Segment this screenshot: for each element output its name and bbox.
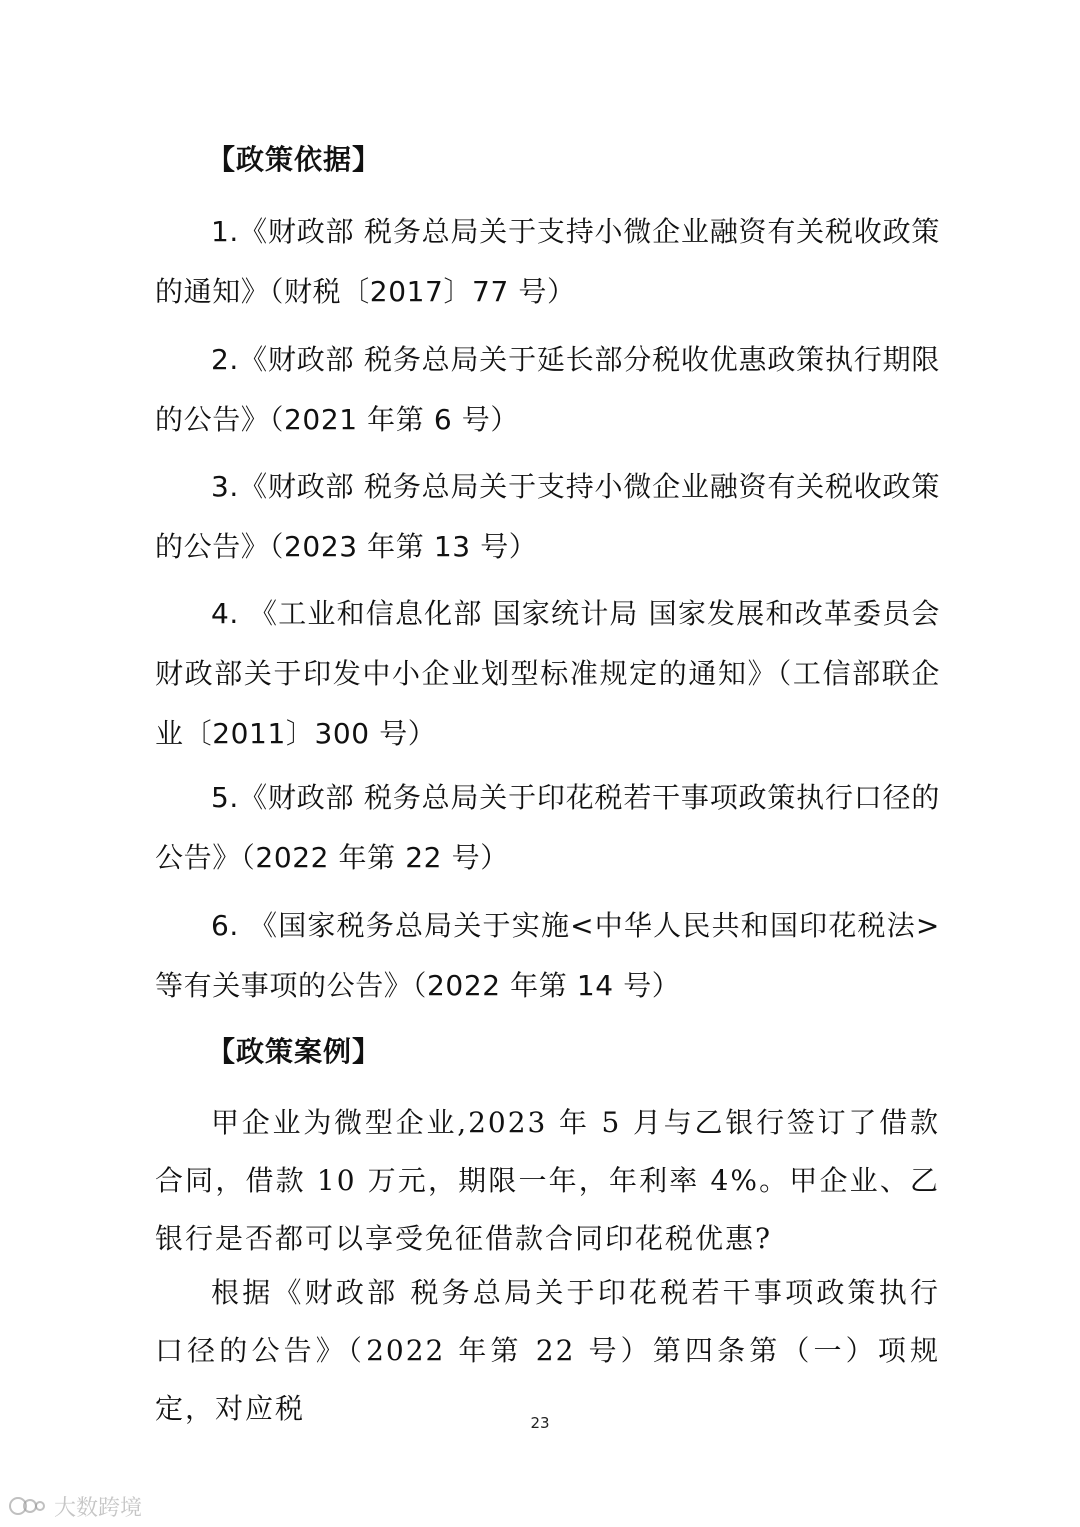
basis-item-6: 6. 《国家税务总局关于实施<中华人民共和国印花税法>等有关事项的公告》（2022 年第 14 号）	[155, 909, 940, 1002]
basis-item-5: 5.《财政部 税务总局关于印花税若干事项政策执行口径的公告》（2022 年第 22 号）	[155, 781, 940, 874]
case-paragraph-1: 甲企业为微型企业,2023 年 5 月与乙银行签订了借款合同，借款 10 万元，期限一年，年利率 4%。甲企业、乙银行是否都可以享受免征借款合同印花税优惠?	[155, 1106, 940, 1255]
page-number: 23	[530, 1414, 550, 1432]
brand-logo-icon	[8, 1494, 48, 1518]
section-heading-policy-basis: 【政策依据】	[207, 143, 382, 176]
basis-item-1: 1.《财政部 税务总局关于支持小微企业融资有关税收政策的通知》（财税〔2017〕77 号）	[155, 215, 940, 308]
basis-item-2: 2.《财政部 税务总局关于延长部分税收优惠政策执行期限的公告》（2021 年第 6 号）	[155, 343, 940, 436]
watermark-text: 大数跨境	[54, 1495, 143, 1521]
case-paragraph-2: 根据《财政部 税务总局关于印花税若干事项政策执行口径的公告》（2022 年第 22 号）第四条第（一）项规定，对应税	[155, 1276, 940, 1425]
basis-item-4: 4. 《工业和信息化部 国家统计局 国家发展和改革委员会 财政部关于印发中小企业划型标准规定的通知》（工信部联企业〔2011〕300 号）	[155, 597, 940, 750]
basis-item-3: 3.《财政部 税务总局关于支持小微企业融资有关税收政策的公告》（2023 年第 13 号）	[155, 470, 940, 563]
watermark	[8, 1492, 142, 1520]
section-heading-policy-case: 【政策案例】	[207, 1035, 382, 1068]
